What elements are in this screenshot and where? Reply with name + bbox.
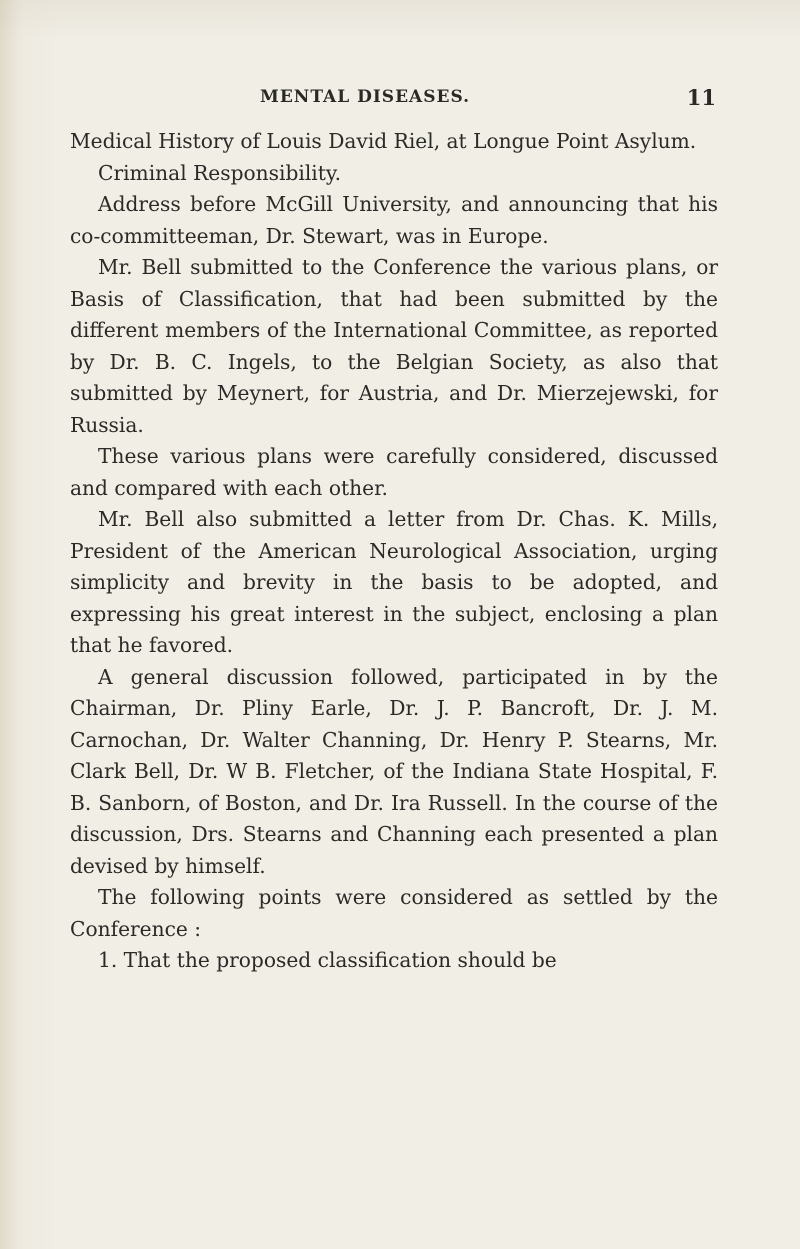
running-head bbox=[70, 87, 716, 111]
paragraph-point-one: 1. That the proposed classification should be bbox=[98, 948, 557, 972]
running-title: MENTAL DISEASES. bbox=[260, 87, 471, 107]
paragraph-mills-letter: Mr. Bell also submitted a letter from Dr. Chas. K. Mills, President of the American Neurological Association, urging simplicity and brevity in the basis to be adopted, and expressing his great interest in the subject, enclosing a plan that he favored. bbox=[70, 507, 718, 657]
paragraph-plans-considered: These various plans were carefully considered, discussed and compared with each other. bbox=[70, 444, 718, 500]
paragraph-medical-history: Medical History of Louis David Riel, at Longue Point Asylum. bbox=[70, 129, 697, 153]
page-number: 11 bbox=[686, 85, 716, 110]
paragraph-general-discussion: A general discussion followed, participated in by the Chairman, Dr. Pliny Earle, Dr. J. P. Bancroft, Dr. J. M. Carnochan, Dr. Walter Channing, Dr. Henry P. Stearns, Mr. Clark Bell, Dr. W B. Fletcher, of the Indiana State Hospital, F. B. Sanborn, of Boston, and Dr. Ira Russell. In the course of the discussion, Drs. Stearns and Channing each presented a plan devised by himself. bbox=[70, 664, 718, 878]
paragraph-bell-submitted: Mr. Bell submitted to the Conference the various plans, or Basis of Classification, that had been submitted by the different members of the International Committee, as reported by Dr. B. C. Ingels, to the Belgian Society, as also that submitted by Meynert, for Austria, and Dr. Mierzejewski, for Russia. bbox=[70, 255, 718, 437]
paragraph-address: Address before McGill University, and announcing that his co-committeeman, Dr. Stewart, was in Europe. bbox=[70, 192, 718, 248]
paragraph-following-points: The following points were considered as settled by the Conference : bbox=[70, 885, 718, 941]
body-text bbox=[70, 126, 718, 977]
paragraph-criminal-responsibility: Criminal Responsibility. bbox=[98, 160, 342, 185]
